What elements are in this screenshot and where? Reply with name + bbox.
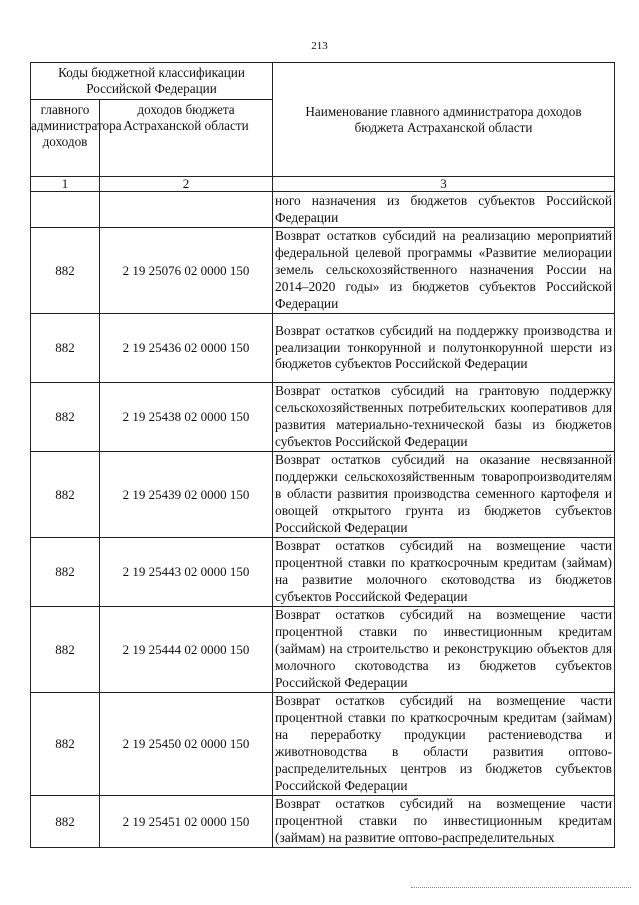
description-cell: Возврат остатков субсидий на возмещение части процентной ставки по краткосрочным кредитам (займам) на развитие молочного скотоводства из бюджетов субъектов Российской Федерации [273, 538, 615, 607]
admin-code-cell: 882 [31, 538, 100, 607]
description-cell: Возврат остатков субсидий на поддержку производства и реализации тонкорунной и полутонкорунной шерсти из бюджетов субъектов Российской Федерации [273, 314, 615, 383]
table-row [31, 607, 615, 693]
income-code-cell: 2 19 25444 02 0000 150 [100, 607, 273, 693]
admin-code-cell: 882 [31, 607, 100, 693]
income-code-cell: 2 19 25436 02 0000 150 [100, 314, 273, 383]
admin-code-cell: 882 [31, 796, 100, 848]
description-cell: Возврат остатков субсидий на реализацию мероприятий федеральной целевой программы «Развитие мелиорации земель сельскохозяйственного назначения России на 2014–2020 годы» из бюджетов субъектов Российской Федерации [273, 228, 615, 314]
income-code-cell: 2 19 25443 02 0000 150 [100, 538, 273, 607]
column-number-3: 3 [273, 177, 615, 192]
budget-classification-table [30, 62, 615, 848]
description-cell: Возврат остатков субсидий на возмещение части процентной ставки по инвестиционным кредитам (займам) на развитие оптово-распределительных [273, 796, 615, 848]
column-number-1: 1 [31, 177, 100, 192]
description-cell: Возврат остатков субсидий на возмещение части процентной ставки по инвестиционным кредитам (займам) на строительство и реконструкцию объектов для молочного скотоводства из бюджетов субъектов Российской Федерации [273, 607, 615, 693]
table-row [31, 314, 615, 383]
column-number-2: 2 [100, 177, 273, 192]
admin-code-cell: 882 [31, 383, 100, 452]
description-cell: Возврат остатков субсидий на оказание несвязанной поддержки сельскохозяйственным товаропроизводителям в области развития производства семенного картофеля и овощей открытого грунта из бюджетов субъектов Российской Федерации [273, 452, 615, 538]
table-row [31, 452, 615, 538]
description-cell: Возврат остатков субсидий на возмещение части процентной ставки по краткосрочным кредитам (займам) на переработку продукции растениеводства и животноводства в области развития оптово-распределительных центров из бюджетов субъектов Российской Федерации [273, 693, 615, 796]
header-group-title: Коды бюджетной классификации Российской Федерации [31, 63, 273, 100]
description-cell: Возврат остатков субсидий на грантовую поддержку сельскохозяйственных потребительских кооперативов для развития материально-технической базы из бюджетов субъектов Российской Федерации [273, 383, 615, 452]
page-number: 213 [311, 40, 328, 52]
description-cell: ного назначения из бюджетов субъектов Российской Федерации [273, 192, 615, 228]
income-code-cell: 2 19 25439 02 0000 150 [100, 452, 273, 538]
admin-code-cell: 882 [31, 693, 100, 796]
scan-divider-line [411, 887, 631, 889]
table-row [31, 383, 615, 452]
table-row [31, 693, 615, 796]
admin-code-cell [31, 192, 100, 228]
income-code-cell [100, 192, 273, 228]
income-code-cell: 2 19 25438 02 0000 150 [100, 383, 273, 452]
admin-code-cell: 882 [31, 452, 100, 538]
header-col3-title: Наименование главного администратора доходов бюджета Астраханской области [273, 63, 615, 177]
income-code-cell: 2 19 25450 02 0000 150 [100, 693, 273, 796]
table-row [31, 228, 615, 314]
income-code-cell: 2 19 25076 02 0000 150 [100, 228, 273, 314]
table-row [31, 796, 615, 848]
admin-code-cell: 882 [31, 228, 100, 314]
table-row-continuation [31, 192, 615, 228]
header-col2-title: доходов бюджета Астраханской области [100, 100, 273, 177]
table-row [31, 538, 615, 607]
admin-code-cell: 882 [31, 314, 100, 383]
header-col1-title: главного администратора доходов [31, 100, 100, 177]
income-code-cell: 2 19 25451 02 0000 150 [100, 796, 273, 848]
